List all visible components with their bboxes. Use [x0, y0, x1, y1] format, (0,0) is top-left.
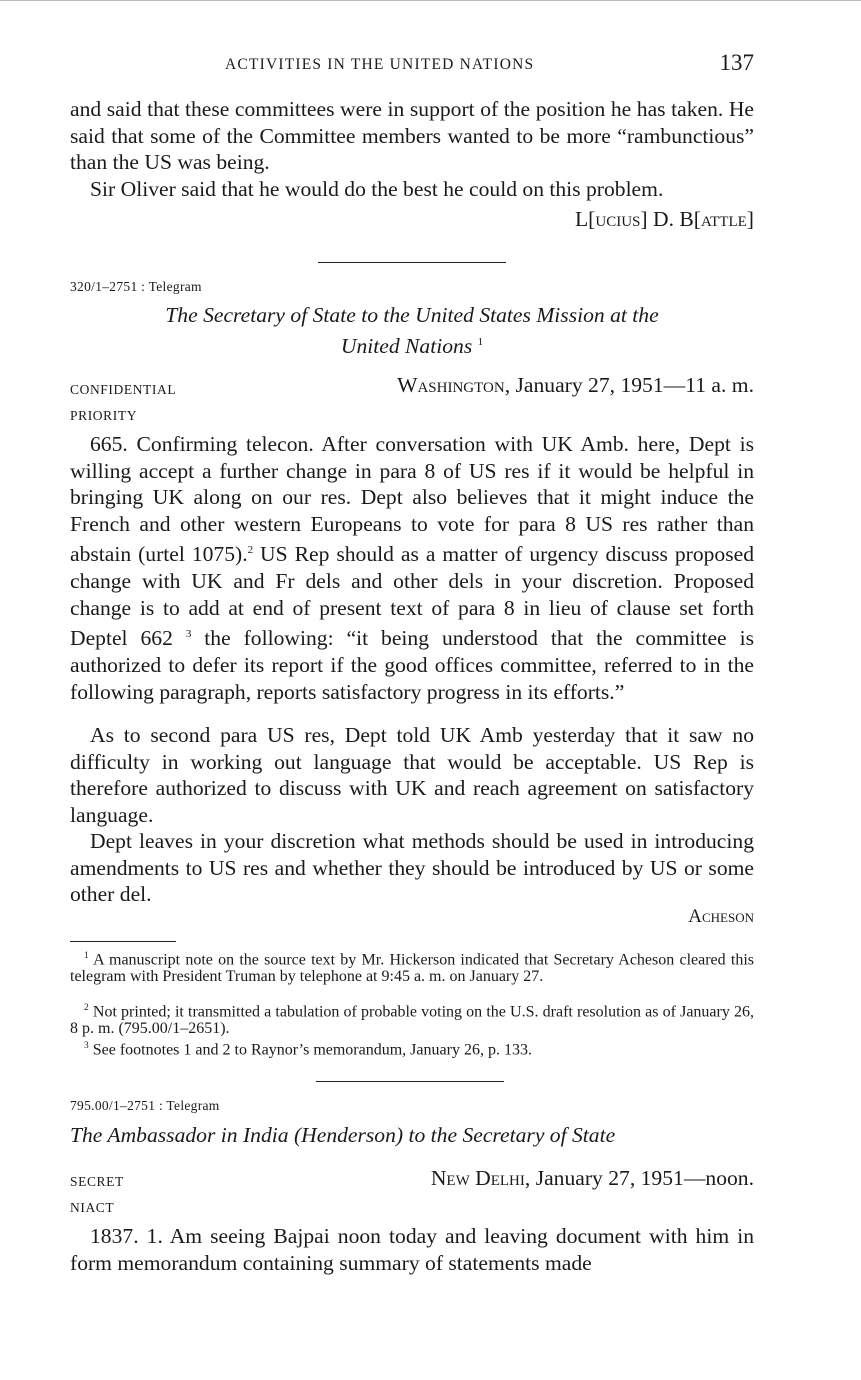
signature-battle — [575, 207, 754, 232]
footnote-text: A manuscript note on the source text by Mr. Hickerson indicated that Secretary Acheson cleared this telegram with President Truman by telephone at 9:45 a. m. on January 27. — [70, 951, 754, 985]
paragraph-continuation: and said that these committees were in support of the position he has taken. He said that some of the Committee members wanted to be more “rambunctious” than the US was being. — [70, 97, 754, 175]
doc2-heading: The Ambassador in India (Henderson) to the Secretary of State — [70, 1123, 616, 1147]
doc2-file-ref: 795.00/1–2751 : Telegram — [70, 1098, 220, 1113]
footnote-3 — [70, 1038, 754, 1059]
sig-part: ucius — [595, 207, 641, 231]
dateline-rest: , January 27, 1951—noon. — [524, 1166, 754, 1190]
doc1-heading-line2: United Nations — [340, 333, 473, 358]
running-head — [70, 50, 754, 80]
doc2-precedence: NIACT — [70, 1200, 115, 1215]
signature-acheson: Acheson — [688, 906, 754, 927]
dateline-place: New Delhi — [430, 1166, 525, 1190]
footnote-text: See footnotes 1 and 2 to Raynor’s memorandum, January 26, p. 133. — [92, 1041, 532, 1059]
page-number: 137 — [719, 50, 754, 75]
footnote-rule — [70, 941, 176, 942]
footnote-ref: 2 — [247, 544, 254, 557]
section-divider — [316, 1081, 504, 1082]
footnote-ref: 3 — [185, 628, 192, 641]
footnote-text: Not printed; it transmitted a tabulation of probable voting on the U.S. draft resolution as of January 26, 8 p. m. (795.00/1–2651). — [70, 1003, 755, 1037]
doc2-dateline — [431, 1166, 754, 1191]
doc1-dateline — [397, 373, 754, 398]
doc2-body-paragraph-1: 1837. 1. Am seeing Bajpai noon today and leaving document with him in form memorandum containing summary of statements made — [70, 1224, 754, 1275]
document-page — [70, 0, 754, 1380]
sig-part: attle — [700, 207, 747, 231]
doc1-heading — [70, 302, 754, 359]
text-run: the following: “it being understood that the committee is authorized to defer its report if the good offices committee, referred to in the following paragraph, reports satisfactory progress in its efforts.” — [70, 626, 754, 704]
section-divider — [318, 262, 506, 263]
paragraph-sir-oliver: Sir Oliver said that he would do the best he could on this problem. — [90, 177, 664, 201]
footnote-number: 3 — [84, 1041, 89, 1051]
footnote-2 — [70, 1000, 754, 1037]
running-head-title: ACTIVITIES IN THE UNITED NATIONS — [225, 56, 535, 73]
dateline-rest: , January 27, 1951—11 a. m. — [504, 373, 754, 397]
doc2-classification: SECRET — [70, 1174, 124, 1189]
sig-part: L[ — [574, 207, 596, 231]
doc1-body-paragraph-2: As to second para US res, Dept told UK Amb yesterday that it saw no difficulty in working out language that would be acceptable. US Rep is therefore authorized to discuss with UK and reach agreement on satisfactory language. — [70, 723, 754, 827]
doc1-body-paragraph-1 — [70, 431, 754, 705]
sig-part: ] — [746, 207, 754, 231]
doc1-classification: CONFIDENTIAL — [70, 382, 177, 397]
doc1-heading-line1: The Secretary of State to the United States Mission at the — [165, 303, 659, 327]
footnote-ref: 1 — [477, 335, 484, 348]
footnote-number: 1 — [84, 951, 89, 961]
sig-part: ] D. B[ — [640, 207, 701, 231]
footnote-1 — [70, 948, 754, 985]
doc1-body-paragraph-3: Dept leaves in your discretion what methods should be used in introducing amendments to US res and whether they should be introduced by US or some other del. — [70, 829, 754, 907]
footnote-number: 2 — [84, 1003, 89, 1013]
doc1-file-ref: 320/1–2751 : Telegram — [70, 279, 202, 294]
text-run: US Rep should as a matter of urgency discuss proposed change with UK and Fr dels and other dels in your discretion. Proposed change is to add at end of present text of para 8 in lieu of clause set forth Deptel 662 — [70, 542, 754, 651]
text-run: 665. Confirming telecon. After conversation with UK Amb. here, Dept is willing accept a further change in para 8 of US res if it would be helpful in bringing UK along on our res. Dept also believes that it might induce the French and other western Europeans to vote for para 8 US res rather than abstain (urtel 1075). — [70, 432, 754, 567]
doc1-precedence: PRIORITY — [70, 408, 138, 423]
dateline-place: Washington — [397, 373, 505, 397]
